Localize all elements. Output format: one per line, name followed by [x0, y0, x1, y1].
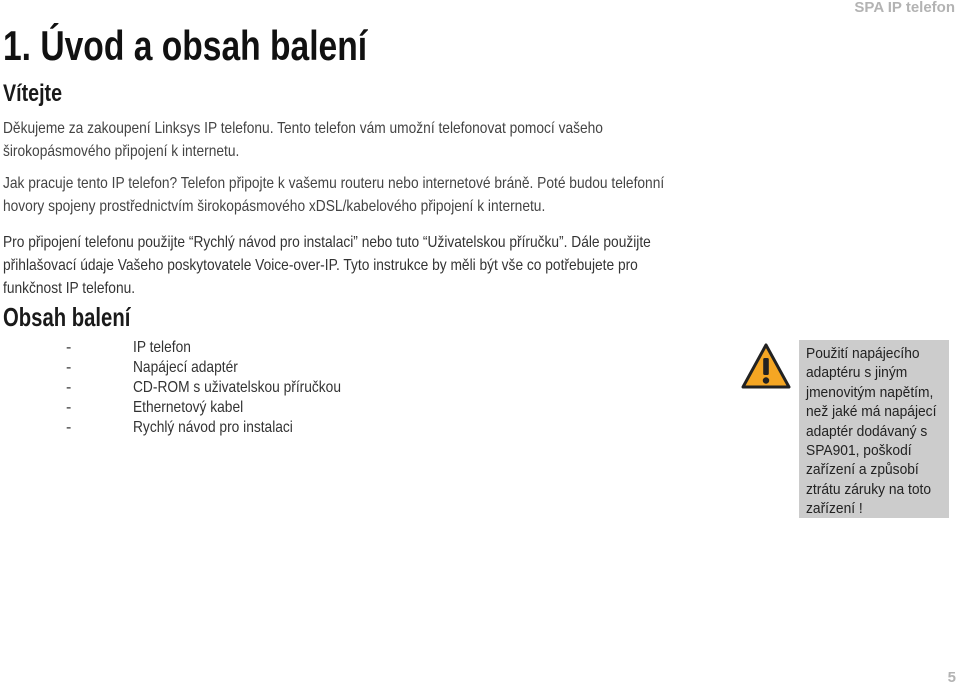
- paragraph-line: Děkujeme za zakoupení Linksys IP telefonu. Tento telefon vám umožní telefonovat pomocí vašeho: [3, 120, 603, 137]
- warning-line: adaptéru s jiným: [806, 364, 908, 382]
- page-title: 1. Úvod a obsah balení: [3, 22, 368, 69]
- welcome-paragraph-1: [3, 117, 701, 163]
- warning-line: zařízení !: [806, 500, 863, 518]
- welcome-heading: Vítejte: [3, 80, 63, 107]
- contents-heading: Obsah balení: [3, 302, 131, 332]
- paragraph-line: přihlašovací údaje Vašeho poskytovatele Voice-over-IP. Tyto instrukce by měli být vše co potřebujete pro: [3, 257, 638, 274]
- list-bullet: -: [66, 339, 72, 356]
- list-item-text: CD-ROM s uživatelskou příručkou: [133, 379, 341, 396]
- paragraph-line: funkčnost IP telefonu.: [3, 280, 136, 297]
- warning-line: jmenovitým napětím,: [806, 383, 934, 401]
- warning-note: [799, 340, 949, 518]
- list-bullet: -: [66, 359, 72, 376]
- welcome-paragraph-3: [3, 231, 756, 300]
- paragraph-line: Jak pracuje tento IP telefon? Telefon připojte k vašemu routeru nebo internetové bráně. Poté budou telefonní: [3, 175, 665, 192]
- page-number: 5: [947, 669, 956, 686]
- warning-line: ztrátu záruky na toto: [806, 480, 932, 498]
- warning-line: než jaké má napájecí: [806, 403, 937, 421]
- list-item-text: IP telefon: [133, 339, 191, 356]
- list-item-text: Ethernetový kabel: [133, 399, 244, 416]
- list-bullet: -: [66, 399, 72, 416]
- warning-line: Použití napájecího: [806, 345, 920, 362]
- warning-line: adaptér dodávaný s: [806, 422, 928, 440]
- warning-line: SPA901, poškodí: [806, 442, 912, 460]
- paragraph-line: širokopásmového připojení k internetu.: [3, 143, 240, 160]
- warning-triangle-icon: [741, 343, 791, 389]
- paragraph-line: hovory spojeny prostřednictvím širokopásmového xDSL/kabelového připojení k internetu.: [3, 198, 546, 215]
- paragraph-line: Pro připojení telefonu použijte “Rychlý návod pro instalaci” nebo tuto “Uživatelskou příručku”. Dále použijte: [3, 234, 651, 251]
- list-bullet: -: [66, 379, 72, 396]
- list-item-text: Rychlý návod pro instalaci: [133, 419, 293, 436]
- warning-line: zařízení a způsobí: [806, 461, 919, 479]
- header-label: SPA IP telefon: [854, 0, 955, 16]
- list-item-text: Napájecí adaptér: [133, 359, 238, 376]
- welcome-paragraph-2: [3, 172, 772, 218]
- list-bullet: -: [66, 419, 72, 436]
